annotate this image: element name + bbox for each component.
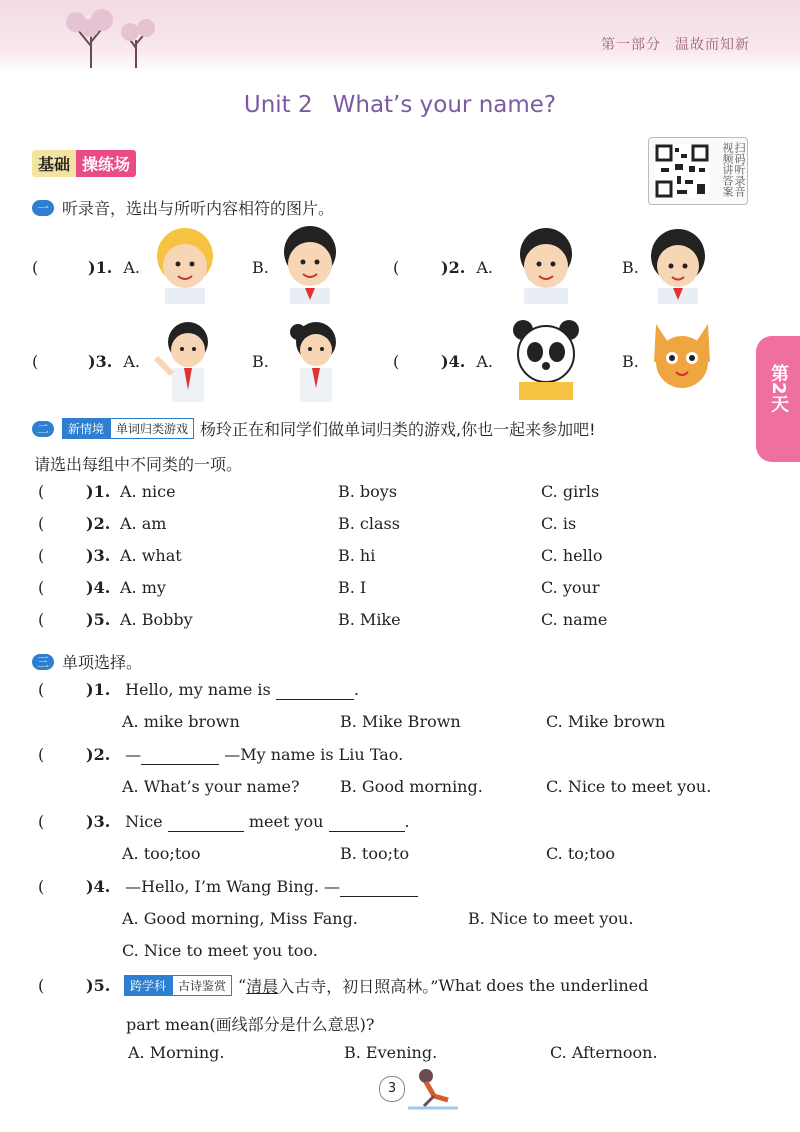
sec2-item: ( )4. A. my B. I C. your	[38, 578, 678, 610]
sec3-q3-option-b[interactable]: B. too;to	[340, 844, 410, 863]
girl-ponytail-picture[interactable]	[278, 318, 354, 404]
sec3-q3-option-a[interactable]: A. too;too	[122, 844, 201, 863]
unit-label: Unit 2	[243, 92, 313, 118]
sec3-q5-quote-rest: 入古寺，初日照高林。”	[278, 977, 439, 996]
sec3-q3-stem: ( )3. Nice meet you .	[38, 812, 410, 831]
sec3-q5-num: )5.	[86, 976, 111, 995]
section2-badge-new: 新情境	[62, 418, 110, 439]
sec2-option-b[interactable]: B. class	[338, 514, 400, 533]
sec3-q1-options	[122, 712, 722, 731]
sec3-q5-stem: ( )5. 跨学科 古诗鉴赏 “ 清晨 入古寺，初日照高林。” What does the underlined	[38, 976, 649, 996]
sec3-q5-badge-cross: 跨学科	[124, 975, 172, 996]
section1-title: 听录音，选出与所听内容相符的图片。	[62, 199, 335, 218]
sec2-option-c[interactable]: C. hello	[541, 546, 603, 565]
sec2-item-num: )2.	[86, 514, 111, 533]
sec1-q4-a: A.	[476, 352, 494, 371]
sec1-q4-num: )4.	[441, 352, 466, 371]
sec3-q3-word2: meet you	[248, 812, 324, 831]
panda-picture[interactable]	[505, 318, 587, 402]
sec3-q2-num: )2.	[86, 745, 111, 764]
boy-black-hair-picture[interactable]	[275, 224, 345, 306]
sec3-q2-option-a[interactable]: A. What’s your name?	[122, 777, 300, 796]
boy-waving-picture[interactable]	[148, 318, 224, 404]
section-tag-left: 基础	[32, 150, 76, 177]
sec2-item: ( )2. A. am B. class C. is	[38, 514, 678, 546]
sec3-q1-text: Hello, my name is	[125, 680, 271, 699]
sec3-q5-quote-underlined: 清晨	[246, 977, 279, 996]
section3-number: 三	[32, 654, 54, 670]
sec2-item: ( )5. A. Bobby B. Mike C. name	[38, 610, 678, 642]
sec2-option-c[interactable]: C. your	[541, 578, 600, 597]
sec3-q4-stem: ( )4. —Hello, I’m Wang Bing. —	[38, 877, 418, 897]
qr-code-icon[interactable]	[655, 144, 709, 198]
sec1-q3-b: B.	[252, 352, 269, 371]
sec3-q2-stem: ( )2. — —My name is Liu Tao.	[38, 745, 404, 764]
section-tag	[32, 150, 136, 176]
sec3-q4-num: )4.	[86, 877, 111, 896]
answer-blank[interactable]	[276, 680, 354, 700]
sec1-q2: ( )2. A.	[393, 258, 494, 277]
sec3-q1-num: )1.	[86, 680, 111, 699]
day-tab	[756, 336, 800, 462]
sec2-option-c[interactable]: C. name	[541, 610, 608, 629]
section2-badge-game: 单词归类游戏	[110, 418, 194, 439]
page-number: 3	[379, 1076, 405, 1102]
sec2-option-b[interactable]: B. I	[338, 578, 367, 597]
sec3-q4-option-a[interactable]: A. Good morning, Miss Fang.	[122, 909, 358, 928]
sec3-q5-options	[128, 1043, 728, 1062]
sec2-item-num: )5.	[86, 610, 111, 629]
sec1-q2-num: )2.	[441, 258, 466, 277]
section2-number: 二	[32, 421, 54, 437]
sec3-q1-option-b[interactable]: B. Mike Brown	[340, 712, 461, 731]
section2-list	[38, 482, 678, 642]
sec3-q3-word1: Nice	[125, 812, 163, 831]
page-header	[0, 0, 800, 72]
sec3-q1-stem: ( )1. Hello, my name is .	[38, 680, 359, 699]
day-tab-text: 第2天	[768, 364, 789, 413]
sec1-q3-num: )3.	[88, 352, 113, 371]
sec3-q2-options	[122, 777, 762, 796]
girl-picture[interactable]	[645, 226, 711, 306]
sec3-q2-text: —My name is Liu Tao.	[224, 745, 404, 764]
sec3-q3-num: )3.	[86, 812, 111, 831]
sec1-q1-b: B.	[252, 258, 269, 277]
boy-picture[interactable]	[510, 226, 582, 306]
sec3-q4-option-b[interactable]: B. Nice to meet you.	[468, 909, 634, 928]
sec3-q2-pre: —	[125, 745, 142, 764]
skater-illustration	[404, 1066, 460, 1110]
section1-number: 一	[32, 200, 54, 216]
answer-blank[interactable]	[340, 877, 418, 897]
sec3-q4-options	[122, 909, 762, 928]
sec3-q2-option-b[interactable]: B. Good morning.	[340, 777, 483, 796]
qr-code-panel[interactable]	[648, 137, 748, 205]
sec3-q3-option-c[interactable]: C. to;too	[546, 844, 615, 863]
sec2-option-a[interactable]: A. what	[120, 546, 182, 565]
sec3-q5-stem-en: What does the underlined	[438, 976, 649, 995]
section3-title: 单项选择。	[62, 653, 143, 672]
tree-illustration	[56, 6, 166, 70]
sec3-q3-options	[122, 844, 722, 863]
sec3-q1-end: .	[353, 680, 359, 699]
sec2-option-c[interactable]: C. is	[541, 514, 577, 533]
qr-caption: 扫码听录音 视频讲答案	[721, 142, 746, 197]
boy-curly-hair-picture[interactable]	[150, 226, 220, 306]
sec3-q2-option-c[interactable]: C. Nice to meet you.	[546, 777, 712, 796]
section2-heading	[32, 417, 596, 440]
answer-blank[interactable]	[329, 812, 405, 832]
sec2-item-num: )4.	[86, 578, 111, 597]
sec2-option-a[interactable]: A. my	[120, 578, 166, 597]
sec3-q5-badge-poem: 古诗鉴赏	[172, 975, 232, 996]
sec2-option-b[interactable]: B. hi	[338, 546, 376, 565]
header-part: 第一部分	[601, 37, 661, 53]
sec1-q3: ( )3. A.	[32, 352, 141, 371]
sec3-q5-quote-open: “	[238, 976, 247, 995]
sec2-option-a[interactable]: A. nice	[120, 482, 176, 501]
sec1-q4: ( )4. A.	[393, 352, 494, 371]
sec3-q5-option-c[interactable]: C. Afternoon.	[550, 1043, 658, 1062]
sec3-q1-option-a[interactable]: A. mike brown	[122, 712, 240, 731]
sec3-q3-end: .	[404, 812, 410, 831]
sec2-option-c[interactable]: C. girls	[541, 482, 600, 501]
sec2-item-num: )1.	[86, 482, 111, 501]
section1-heading	[32, 196, 334, 219]
sec1-q1-a: A.	[123, 258, 141, 277]
sec2-option-b[interactable]: B. boys	[338, 482, 398, 501]
unit-name: What’s your name?	[332, 92, 557, 118]
header-topic: 温故而知新	[675, 37, 750, 53]
section2-title: 杨玲正在和同学们做单词归类的游戏,你也一起来参加吧!	[200, 420, 596, 439]
sec2-option-a[interactable]: A. am	[120, 514, 167, 533]
sec3-q5-option-b[interactable]: B. Evening.	[344, 1043, 438, 1062]
sec3-q5-stem2: part mean(画线部分是什么意思)?	[126, 1015, 375, 1034]
answer-blank[interactable]	[168, 812, 244, 832]
header-breadcrumb	[587, 34, 750, 54]
section2-subtitle: 请选出每组中不同类的一项。	[34, 455, 243, 474]
sec2-option-a[interactable]: A. Bobby	[120, 610, 193, 629]
sec3-q1-option-c[interactable]: C. Mike brown	[546, 712, 666, 731]
unit-title	[0, 92, 800, 118]
answer-blank[interactable]	[141, 745, 219, 765]
sec3-q5-option-a[interactable]: A. Morning.	[128, 1043, 225, 1062]
sec1-q1-num: )1.	[88, 258, 113, 277]
sec1-q1: ( )1. A.	[32, 258, 141, 277]
section3-heading	[32, 650, 142, 673]
sec2-item-num: )3.	[86, 546, 111, 565]
sec2-item: ( )1. A. nice B. boys C. girls	[38, 482, 678, 514]
section-tag-right: 操练场	[76, 150, 136, 177]
cat-picture[interactable]	[648, 318, 716, 396]
sec3-q4-text: —Hello, I’m Wang Bing. —	[125, 877, 341, 896]
sec1-q2-b: B.	[622, 258, 639, 277]
sec2-option-b[interactable]: B. Mike	[338, 610, 401, 629]
sec1-q4-b: B.	[622, 352, 639, 371]
sec1-q2-a: A.	[476, 258, 494, 277]
sec1-q3-a: A.	[123, 352, 141, 371]
sec2-item: ( )3. A. what B. hi C. hello	[38, 546, 678, 578]
sec3-q4-option-c[interactable]: C. Nice to meet you too.	[122, 941, 318, 960]
